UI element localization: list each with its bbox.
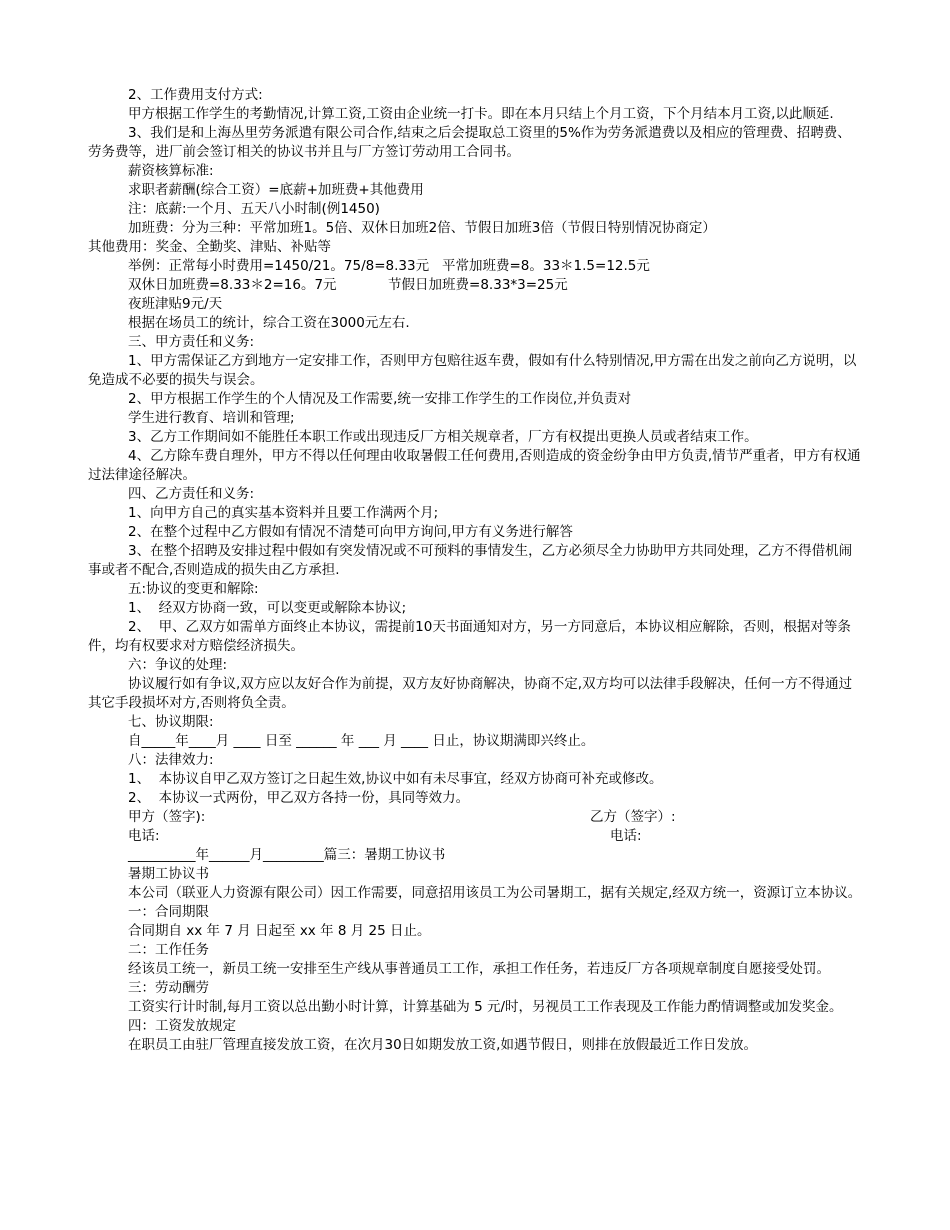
- paragraph: 加班费：分为三种：平常加班1。5倍、双休日加班2倍、节假日加班3倍（节假日特别情况协商定）: [128, 220, 716, 236]
- paragraph: 1、 本协议自甲乙双方签订之日起生效,协议中如有未尽事宜，经双方协商可补充或修改。: [128, 771, 663, 787]
- paragraph: 双休日加班费=8.33＊2=16。7元 节假日加班费=8.33*3=25元: [128, 277, 568, 293]
- paragraph: 三、甲方责任和义务:: [128, 334, 255, 350]
- paragraph: 求职者薪酬(综合工资）=底薪+加班费+其他费用: [128, 182, 424, 198]
- paragraph: 2、甲方根据工作学生的个人情况及工作需要,统一安排工作学生的工作岗位,并负责对: [128, 391, 632, 407]
- paragraph: 根据在场员工的统计，综合工资在3000元左右.: [128, 315, 410, 331]
- phone-row: [88, 827, 863, 846]
- document-body: [88, 86, 863, 1055]
- paragraph: 3、在整个招聘及安排过程中假如有突发情况或不可预料的事情发生，乙方必须尽全力协助甲方共同处理，乙方不得借机闹事或者不配合,否则造成的损失由乙方承担.: [88, 543, 853, 578]
- paragraph: 六：争议的处理:: [128, 657, 228, 673]
- party-a-phone: 电话:: [128, 828, 160, 844]
- paragraph: 协议履行如有争议,双方应以友好合作为前提，双方友好协商解决，协商不定,双方均可以法律手段解决，任何一方不得通过其它手段损坏对方,否则将负全责。: [88, 676, 853, 711]
- paragraph: 1、甲方需保证乙方到地方一定安排工作，否则甲方包赔往返车费，假如有什么特别情况,甲方需在出发之前向乙方说明，以免造成不必要的损失与误会。: [88, 353, 857, 388]
- paragraph: 4、乙方除车费自理外，甲方不得以任何理由收取暑假工任何费用,否则造成的资金纷争由甲方负责,情节严重者，甲方有权通过法律途径解决。: [88, 448, 861, 483]
- party-b-phone: 电话:: [610, 828, 642, 844]
- paragraph: 夜班津贴9元/天: [128, 296, 223, 312]
- paragraph: 二：工作任务: [128, 942, 209, 958]
- paragraph: 1、向甲方自己的真实基本资料并且要工作满两个月;: [128, 505, 439, 521]
- paragraph: 四、乙方责任和义务:: [128, 486, 255, 502]
- paragraph: 经该员工统一，新员工统一安排至生产线从事普通员工工作，承担工作任务，若违反厂方各项规章制度自愿接受处罚。: [128, 961, 830, 977]
- paragraph: 七、协议期限:: [128, 714, 214, 730]
- paragraph: 暑期工协议书: [128, 866, 209, 882]
- paragraph: 工资实行计时制,每月工资以总出勤小时计算，计算基础为 5 元/时，另视员工工作表现及工作能力酌情调整或加发奖金。: [128, 999, 843, 1015]
- paragraph: 3、乙方工作期间如不能胜任本职工作或出现违反厂方相关规章者，厂方有权提出更换人员或者结束工作。: [128, 429, 758, 445]
- party-b-signature: 乙方（签字）:: [590, 809, 676, 825]
- paragraph: 3、我们是和上海丛里劳务派遣有限公司合作,结束之后会提取总工资里的5%作为劳务派遣费以及相应的管理费、招聘费、劳务费等，进厂前会签订相关的协议书并且与厂方签订劳动用工合同书。: [88, 125, 851, 160]
- paragraph: 2、 本协议一式两份，甲乙双方各持一份，具同等效力。: [128, 790, 470, 806]
- summer-agreement-section: [88, 865, 863, 1055]
- date-line: __________年______月_________篇三：暑期工协议书: [128, 847, 446, 863]
- paragraph: 五:协议的变更和解除:: [128, 581, 259, 597]
- paragraph: 在职员工由驻厂管理直接发放工资，在次月30日如期发放工资,如遇节假日，则排在放假最近工作日发放。: [128, 1037, 757, 1053]
- paragraph: 注：底薪:一个月、五天八小时制(例1450): [128, 201, 380, 217]
- paragraph: 四：工资发放规定: [128, 1018, 236, 1034]
- paragraph: 2、工作费用支付方式:: [128, 87, 263, 103]
- paragraph: 其他费用：奖金、全勤奖、津贴、补贴等: [88, 239, 331, 255]
- paragraph: 2、 甲、乙双方如需单方面终止本协议，需提前10天书面通知对方，另一方同意后，本协议相应解除，否则，根据对等条件，均有权要求对方赔偿经济损失。: [88, 619, 851, 654]
- paragraph: 1、 经双方协商一致，可以变更或解除本协议;: [128, 600, 407, 616]
- paragraph: 本公司（联亚人力资源有限公司）因工作需要，同意招用该员工为公司暑期工，据有关规定,经双方统一，资源订立本协议。: [128, 885, 862, 901]
- paragraph: 自_____年____月 ____ 日至 ______ 年 ___ 月 ____ 日止，协议期满即兴终止。: [128, 733, 595, 749]
- paragraph: 合同期自 xx 年 7 月 日起至 xx 年 8 月 25 日止。: [128, 923, 431, 939]
- paragraph: 一：合同期限: [128, 904, 209, 920]
- paragraph: 八：法律效力:: [128, 752, 214, 768]
- paragraph: 甲方根据工作学生的考勤情况,计算工资,工资由企业统一打卡。即在本月只结上个月工资，下个月结本月工资,以此顺延.: [128, 106, 834, 122]
- paragraph: 薪资核算标准:: [128, 163, 214, 179]
- paragraph: 2、在整个过程中乙方假如有情况不清楚可向甲方询问,甲方有义务进行解答: [128, 524, 573, 540]
- agreement-section-one: [88, 86, 863, 808]
- paragraph: 举例：正常每小时费用=1450/21。75/8=8.33元 平常加班费=8。33＊1.5=12.5元: [128, 258, 650, 274]
- party-a-signature: 甲方（签字):: [128, 809, 206, 825]
- signature-row: [88, 808, 863, 827]
- paragraph: 三：劳动酬劳: [128, 980, 209, 996]
- paragraph: 学生进行教育、培训和管理;: [128, 410, 295, 426]
